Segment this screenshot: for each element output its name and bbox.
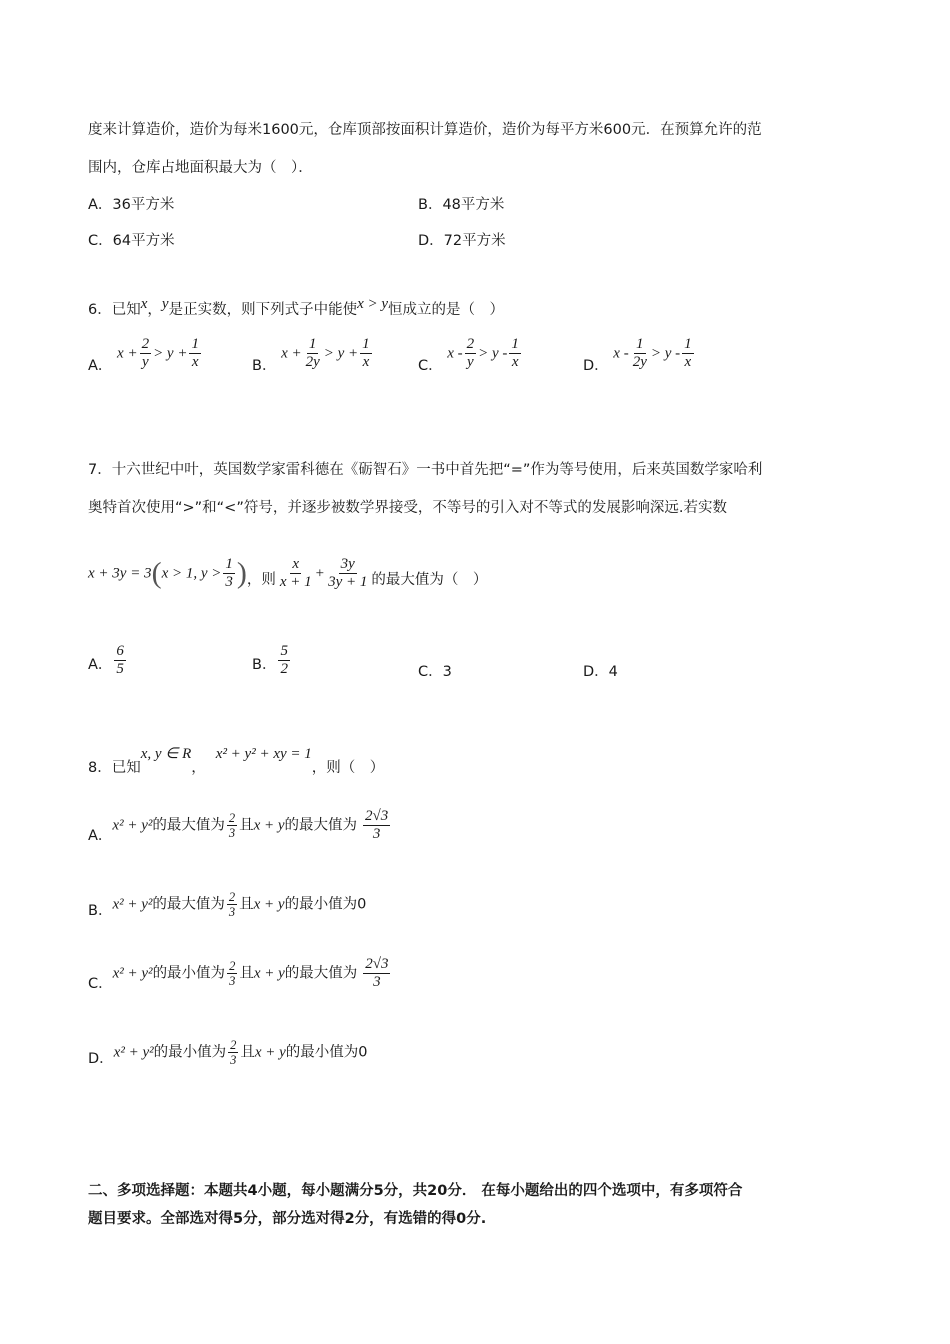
q7-option-d: D．4 xyxy=(583,664,618,680)
q7-option-a: A． $\frac{6}{5}$ xyxy=(88,643,124,677)
q8-option-b: B．x² + y²的最大值为 $\frac{2}{3}$ 且x + y的最小值为0 xyxy=(88,890,367,919)
section2-heading-line1: 二、多项选择题：本题共4小题，每小题满分5分，共20分． 在每小题给出的四个选项中，有多项符合 xyxy=(88,1183,743,1199)
q6-stem: 6．已知x，y是正实数，则下列式子中能使x > y恒成立的是（ ） xyxy=(88,296,505,318)
q8-stem: 8．已知x, y ∈ R，x² + y² + xy = 1，则（ ） xyxy=(88,746,385,776)
q5-option-d: D．72平方米 xyxy=(418,233,506,249)
section2-heading-line2: 题目要求。全部选对得5分，部分选对得2分，有选错的得0分. xyxy=(88,1211,487,1227)
q5-option-a: A．36平方米 xyxy=(88,197,175,213)
q5-line1: 度来计算造价，造价为每米1600元，仓库顶部按面积计算造价，造价为每平方米600元．在预算允许的范 xyxy=(88,122,762,138)
q6-option-a: A． x + $\frac{2}{y}$ > y + $\frac{1}{x}$ xyxy=(88,336,199,374)
q8-option-c: C．x² + y²的最小值为 $\frac{2}{3}$ 且x + y的最大值为 $\frac{2√3}{3}$ xyxy=(88,956,389,992)
q7-line2: 奥特首次使用“>”和“<”符号，并逐步被数学界接受，不等号的引入对不等式的发展影响深远.若实数 xyxy=(88,500,727,516)
q7-condition: x + 3y = 3(x > 1, y > $\frac{1}{3}$ )，则 $\frac{x}{x + 1}$ + $\frac{3y}{3y + 1}$ 的最大值为（ ） xyxy=(88,556,488,590)
q8-option-d: D．x² + y²的最小值为 $\frac{2}{3}$ 且x + y的最小值为0 xyxy=(88,1038,368,1067)
q5-option-c: C．64平方米 xyxy=(88,233,175,249)
q5-option-b: B．48平方米 xyxy=(418,197,505,213)
q6-option-d: D． x - $\frac{1}{2y}$ > y - $\frac{1}{x}$ xyxy=(583,336,692,374)
q7-line1: 7．十六世纪中叶，英国数学家雷科德在《砺智石》一书中首先把“=”作为等号使用，后来英国数学家哈利 xyxy=(88,462,763,478)
q7-option-c: C．3 xyxy=(418,664,452,680)
q5-line2: 围内，仓库占地面积最大为（ ）． xyxy=(88,160,313,176)
q6-option-c: C． x - $\frac{2}{y}$ > y - $\frac{1}{x}$ xyxy=(418,336,519,374)
q8-option-a: A．x² + y²的最大值为 $\frac{2}{3}$ 且x + y的最大值为 $\frac{2√3}{3}$ xyxy=(88,808,389,844)
q6-option-b: B． x + $\frac{1}{2y}$ > y + $\frac{1}{x}$ xyxy=(252,336,370,374)
q7-option-b: B． $\frac{5}{2}$ xyxy=(252,643,288,677)
